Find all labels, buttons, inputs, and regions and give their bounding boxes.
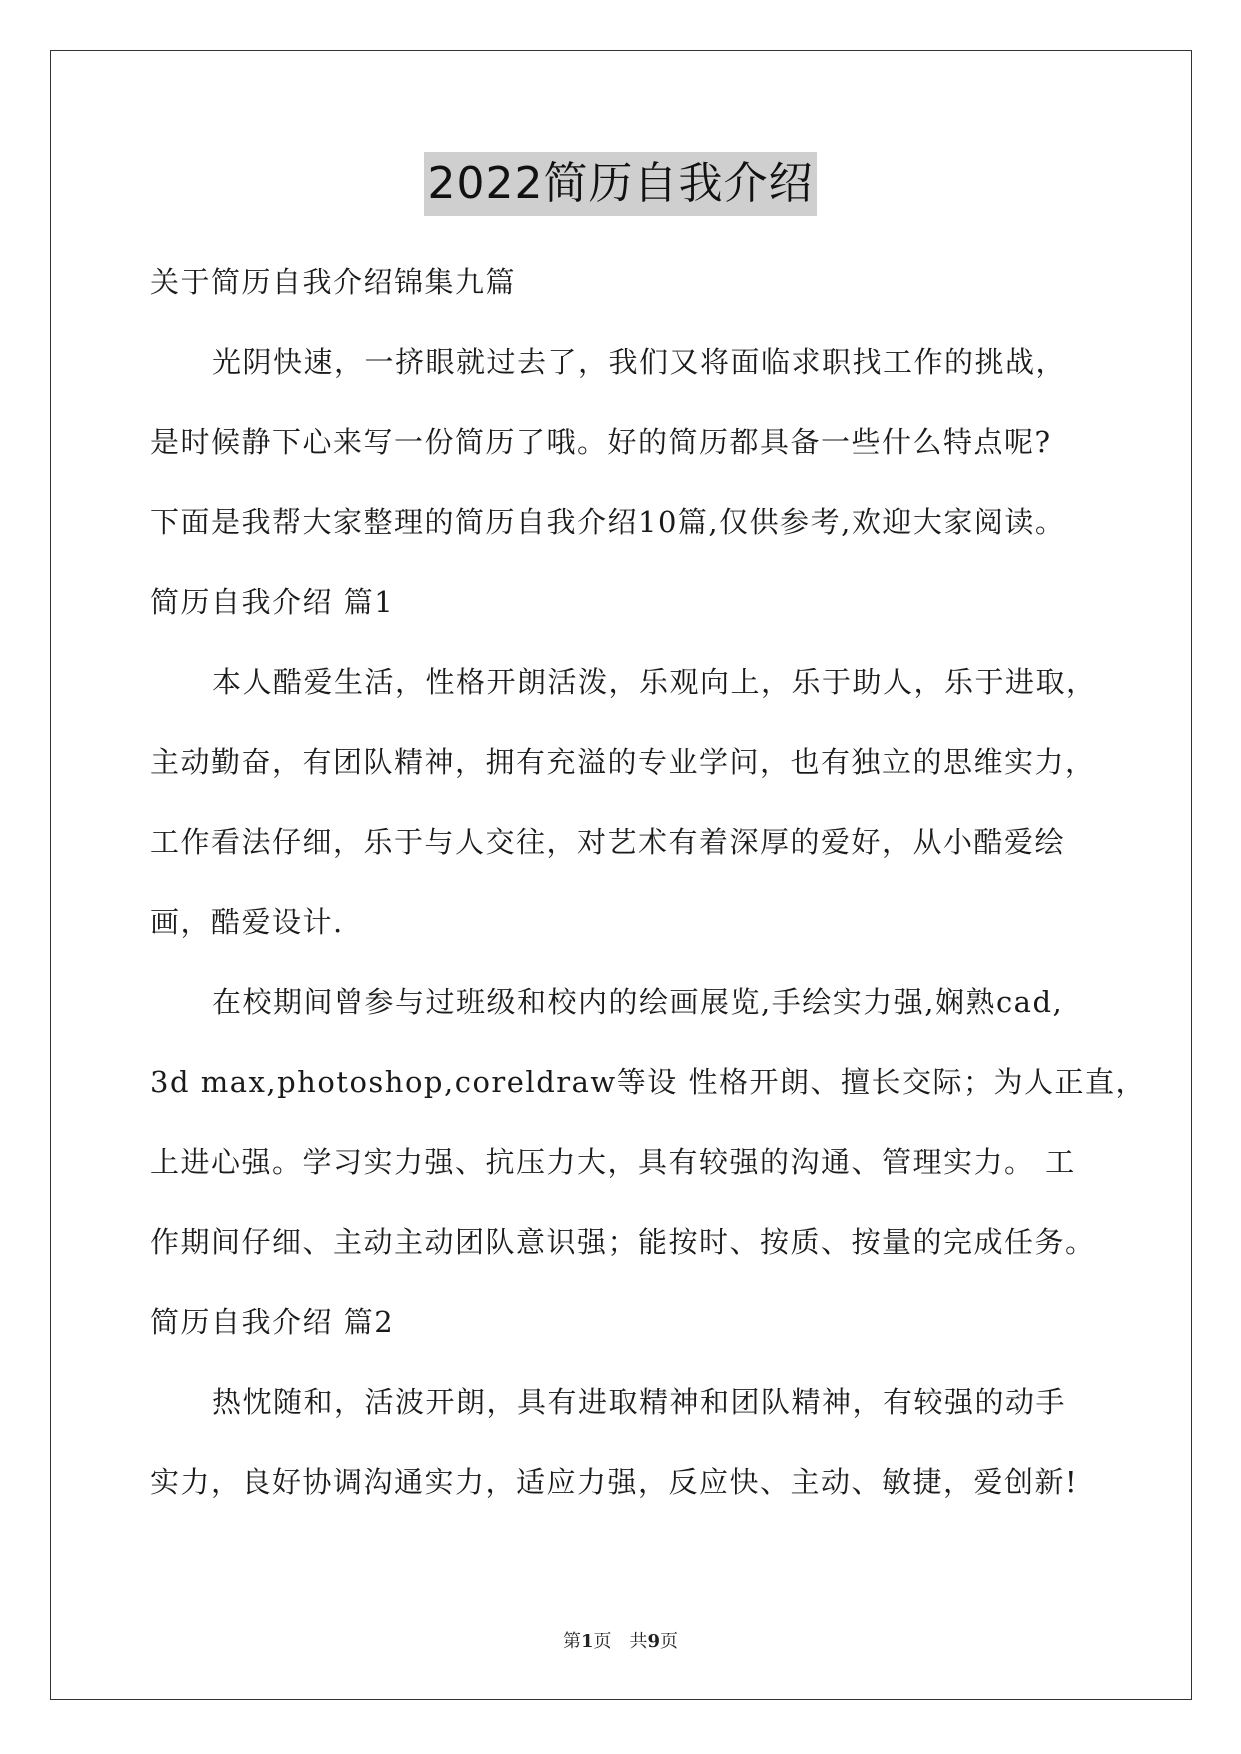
paragraph-line: 画，酷爱设计.	[150, 905, 344, 939]
paragraph-line: 热忱随和，活波开朗，具有进取精神和团队精神，有较强的动手	[212, 1385, 1067, 1419]
paragraph-line: 在校期间曾参与过班级和校内的绘画展览,手绘实力强,娴熟cad,	[212, 985, 1064, 1019]
paragraph-line: 主动勤奋，有团队精神，拥有充溢的专业学问，也有独立的思维实力，	[150, 745, 1096, 779]
paragraph-line: 下面是我帮大家整理的简历自我介绍10篇,仅供参考,欢迎大家阅读。	[150, 505, 1066, 539]
total-pages-number: 9	[647, 1631, 661, 1652]
section-heading: 简历自我介绍 篇2	[150, 1305, 395, 1339]
title-container	[0, 152, 1241, 216]
current-page-number: 1	[580, 1631, 594, 1652]
paragraph-line: 本人酷爱生活，性格开朗活泼，乐观向上，乐于助人，乐于进取，	[212, 665, 1097, 699]
paragraph-line: 是时候静下心来写一份简历了哦。好的简历都具备一些什么特点呢?	[150, 425, 1052, 459]
document-title: 2022简历自我介绍	[424, 152, 818, 216]
footer-suffix: 页	[660, 1631, 679, 1652]
paragraph-line: 上进心强。学习实力强、抗压力大，具有较强的沟通、管理实力。 工	[150, 1145, 1076, 1179]
subtitle: 关于简历自我介绍锦集九篇	[150, 265, 517, 299]
footer-mid: 页 共	[593, 1631, 648, 1652]
paragraph-line: 光阴快速，一挤眼就过去了，我们又将面临求职找工作的挑战，	[212, 345, 1067, 379]
section-heading: 简历自我介绍 篇1	[150, 585, 395, 619]
paragraph-line: 作期间仔细、主动主动团队意识强；能按时、按质、按量的完成任务。	[150, 1225, 1096, 1259]
footer-prefix: 第	[562, 1631, 581, 1652]
paragraph-line: 实力，良好协调沟通实力，适应力强，反应快、主动、敏捷，爱创新!	[150, 1465, 1079, 1499]
paragraph-line: 3d max,photoshop,coreldraw等设 性格开朗、擅长交际；为人正直，	[150, 1065, 1146, 1099]
page-footer	[0, 1630, 1241, 1654]
paragraph-line: 工作看法仔细，乐于与人交往，对艺术有着深厚的爱好，从小酷爱绘	[150, 825, 1066, 859]
